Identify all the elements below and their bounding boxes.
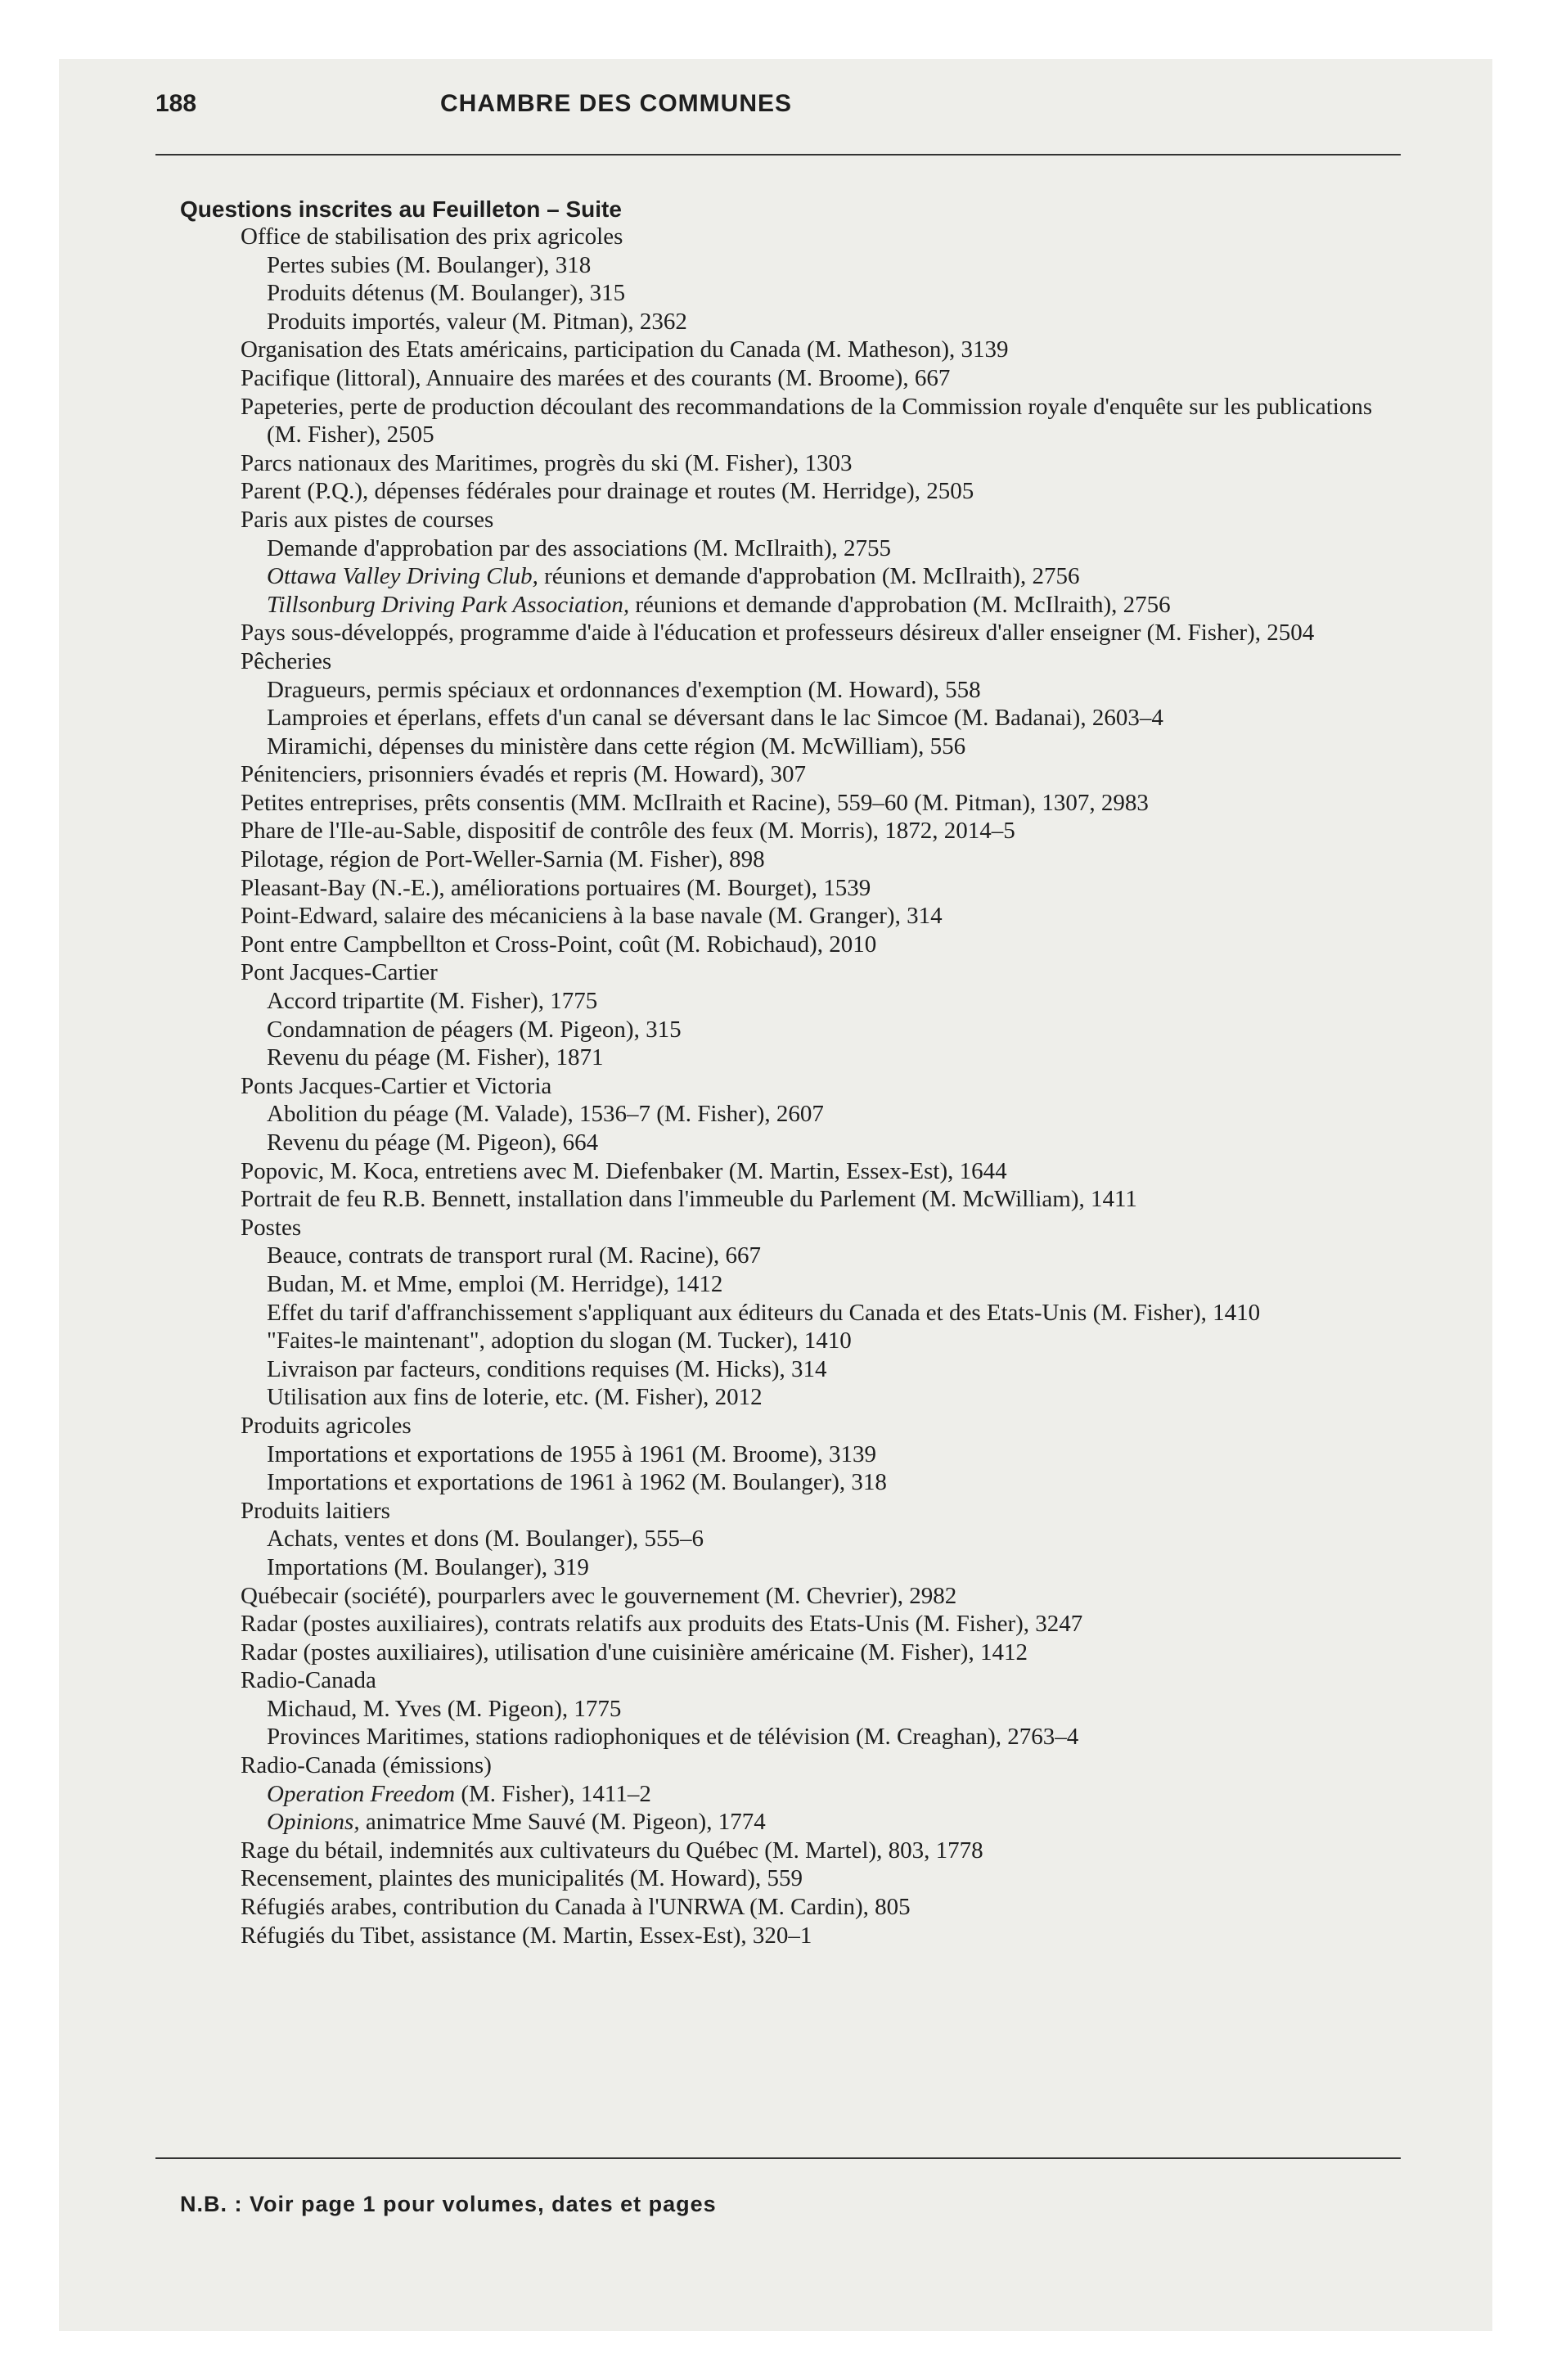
entry-text: Pêcheries xyxy=(241,647,332,674)
entry-text: Produits laitiers xyxy=(241,1497,390,1524)
entry-text: Pays sous-développés, programme d'aide à l'éducation et professeurs désireux d'aller enseigner (M. Fisher), 2504 xyxy=(241,620,1315,647)
index-subentry xyxy=(267,1044,1402,1072)
entry-text: Produits détenus (M. Boulanger), 315 xyxy=(267,280,626,307)
entry-text: Michaud, M. Yves (M. Pigeon), 1775 xyxy=(267,1695,622,1722)
index-subentry xyxy=(267,1327,1402,1355)
entry-text: Phare de l'Ile-au-Sable, dispositif de contrôle des feux (M. Morris), 1872, 2014–5 xyxy=(241,818,1015,845)
index-entry xyxy=(241,393,1402,449)
index-subentry xyxy=(267,1242,1402,1270)
entry-text: Québecair (société), pourparlers avec le gouvernement (M. Chevrier), 2982 xyxy=(241,1582,957,1609)
entry-text: Réfugiés du Tibet, assistance (M. Martin, Essex-Est), 320–1 xyxy=(241,1922,812,1949)
index-subentry xyxy=(267,704,1402,732)
entry-text: Radio-Canada (émissions) xyxy=(241,1752,492,1779)
running-title: CHAMBRE DES COMMUNES xyxy=(440,90,793,117)
entry-text: Radar (postes auxiliaires), contrats relatifs aux produits des Etats-Unis (M. Fisher), 3247 xyxy=(241,1611,1083,1638)
entry-text: Abolition du péage (M. Valade), 1536–7 (M. Fisher), 2607 xyxy=(267,1101,824,1128)
entry-text: Réfugiés arabes, contribution du Canada à l'UNRWA (M. Cardin), 805 xyxy=(241,1894,911,1921)
index-subentry xyxy=(267,1468,1402,1497)
index-entry xyxy=(241,789,1402,818)
index-entry xyxy=(241,477,1402,506)
index-entry xyxy=(241,845,1402,874)
entry-text: Budan, M. et Mme, emploi (M. Herridge), 1412 xyxy=(267,1270,723,1297)
entry-text: Pleasant-Bay (N.-E.), améliorations portuaires (M. Bourget), 1539 xyxy=(241,874,871,901)
index-entry xyxy=(241,364,1402,393)
entry-text: Beauce, contrats de transport rural (M. Racine), 667 xyxy=(267,1242,761,1269)
entry-text: Papeteries, perte de production découlant des recommandations de la Commission royale d'enquête sur les publications (M. Fisher), 2505 xyxy=(241,393,1373,449)
entry-italic-title: Operation Freedom xyxy=(267,1780,456,1807)
index-subentry xyxy=(267,308,1402,336)
entry-text: Organisation des Etats américains, participation du Canada (M. Matheson), 3139 xyxy=(241,336,1009,363)
entry-text: Radio-Canada xyxy=(241,1667,376,1694)
index-subentry xyxy=(267,987,1402,1016)
index-entry xyxy=(241,1214,1402,1242)
index-entry xyxy=(241,1751,1402,1780)
entry-text: Parcs nationaux des Maritimes, progrès du ski (M. Fisher), 1303 xyxy=(241,449,853,476)
entry-text: Radar (postes auxiliaires), utilisation d'une cuisinière américaine (M. Fisher), 1412 xyxy=(241,1639,1028,1666)
entry-italic-title: Ottawa Valley Driving Club, xyxy=(267,563,538,590)
index-subentry xyxy=(267,279,1402,308)
index-subentry xyxy=(267,1299,1402,1327)
entry-text: Importations et exportations de 1961 à 1962 (M. Boulanger), 318 xyxy=(267,1469,887,1496)
index-entry xyxy=(241,1072,1402,1101)
entry-text: Petites entreprises, prêts consentis (MM. McIlraith et Racine), 559–60 (M. Pitman), 1307, 2983 xyxy=(241,789,1149,816)
index-subentry xyxy=(267,534,1402,563)
entry-text: Parent (P.Q.), dépenses fédérales pour drainage et routes (M. Herridge), 2505 xyxy=(241,478,974,505)
index-entry xyxy=(241,1582,1402,1611)
index-entry xyxy=(241,958,1402,987)
index-entry xyxy=(241,1497,1402,1526)
index-entry xyxy=(241,336,1402,364)
entry-text: Pacifique (littoral), Annuaire des marées et des courants (M. Broome), 667 xyxy=(241,364,951,391)
entry-text: Condamnation de péagers (M. Pigeon), 315 xyxy=(267,1016,682,1043)
index-subentry xyxy=(267,1808,1402,1837)
index-entry xyxy=(241,1412,1402,1440)
entry-text: Accord tripartite (M. Fisher), 1775 xyxy=(267,988,598,1015)
index-entry xyxy=(241,1666,1402,1695)
entry-text: Miramichi, dépenses du ministère dans cette région (M. McWilliam), 556 xyxy=(267,732,966,760)
index-subentry xyxy=(267,251,1402,280)
entry-text: Pénitenciers, prisonniers évadés et repris (M. Howard), 307 xyxy=(241,761,806,788)
index-entry xyxy=(241,449,1402,478)
entry-text: Point-Edward, salaire des mécaniciens à la base navale (M. Granger), 314 xyxy=(241,903,943,930)
index-entries xyxy=(241,223,1402,1950)
index-entry xyxy=(241,874,1402,903)
entry-text: réunions et demande d'approbation (M. McIlraith), 2756 xyxy=(538,563,1080,590)
entry-text: Dragueurs, permis spéciaux et ordonnances d'exemption (M. Howard), 558 xyxy=(267,676,981,703)
entry-text: Achats, ventes et dons (M. Boulanger), 555–6 xyxy=(267,1526,704,1553)
entry-text: Ponts Jacques-Cartier et Victoria xyxy=(241,1072,552,1099)
entry-text: Utilisation aux fins de loterie, etc. (M. Fisher), 2012 xyxy=(267,1384,763,1411)
entry-text: Revenu du péage (M. Fisher), 1871 xyxy=(267,1044,604,1071)
index-subentry xyxy=(267,1100,1402,1129)
entry-text: Demande d'approbation par des associations (M. McIlraith), 2755 xyxy=(267,534,892,561)
index-entry xyxy=(241,1864,1402,1893)
index-subentry xyxy=(267,1440,1402,1469)
index-subentry xyxy=(267,732,1402,761)
index-entry xyxy=(241,1639,1402,1667)
index-entry xyxy=(241,223,1402,251)
entry-text: Rage du bétail, indemnités aux cultivateurs du Québec (M. Martel), 803, 1778 xyxy=(241,1837,983,1864)
index-subentry xyxy=(267,1355,1402,1384)
entry-text: (M. Fisher), 1411–2 xyxy=(455,1780,651,1807)
index-entry xyxy=(241,1893,1402,1922)
entry-text: Produits importés, valeur (M. Pitman), 2362 xyxy=(267,308,687,335)
page-header xyxy=(155,90,1399,123)
index-entry xyxy=(241,817,1402,845)
entry-text: animatrice Mme Sauvé (M. Pigeon), 1774 xyxy=(359,1809,766,1836)
entry-text: Pont entre Campbellton et Cross-Point, coût (M. Robichaud), 2010 xyxy=(241,931,877,958)
index-subentry xyxy=(267,1695,1402,1724)
index-subentry xyxy=(267,676,1402,705)
entry-text: Pertes subies (M. Boulanger), 318 xyxy=(267,251,592,278)
index-subentry xyxy=(267,1553,1402,1582)
footnote: N.B. : Voir page 1 pour volumes, dates et pages xyxy=(180,2192,717,2216)
entry-text: Pont Jacques-Cartier xyxy=(241,959,438,986)
entry-text: Effet du tarif d'affranchissement s'appliquant aux éditeurs du Canada et des Etats-Unis (M. Fisher), 1410 xyxy=(267,1299,1261,1326)
index-subentry xyxy=(267,591,1402,620)
entry-text: Provinces Maritimes, stations radiophoniques et de télévision (M. Creaghan), 2763–4 xyxy=(267,1724,1079,1751)
index-entry xyxy=(241,1610,1402,1639)
entry-text: Importations (M. Boulanger), 319 xyxy=(267,1553,589,1580)
entry-text: Portrait de feu R.B. Bennett, installation dans l'immeuble du Parlement (M. McWilliam), 1411 xyxy=(241,1186,1137,1213)
entry-text: Livraison par facteurs, conditions requises (M. Hicks), 314 xyxy=(267,1355,827,1382)
index-subentry xyxy=(267,562,1402,591)
entry-text: Postes xyxy=(241,1214,302,1241)
index-entry xyxy=(241,619,1402,647)
index-subentry xyxy=(267,1723,1402,1751)
entry-text: Office de stabilisation des prix agricoles xyxy=(241,223,623,250)
index-entry xyxy=(241,1157,1402,1186)
entry-text: Produits agricoles xyxy=(241,1412,412,1439)
index-entry xyxy=(241,1837,1402,1865)
index-entry xyxy=(241,902,1402,931)
header-rule xyxy=(155,154,1401,156)
section-title: Questions inscrites au Feuilleton – Suite xyxy=(180,196,622,222)
entry-text: Paris aux pistes de courses xyxy=(241,506,494,533)
index-subentry xyxy=(267,1383,1402,1412)
index-subentry xyxy=(267,1270,1402,1299)
entry-text: Pilotage, région de Port-Weller-Sarnia (M. Fisher), 898 xyxy=(241,846,765,873)
index-entry xyxy=(241,760,1402,789)
index-subentry xyxy=(267,1525,1402,1553)
entry-italic-title: Tillsonburg Driving Park Association, xyxy=(267,591,630,618)
page-number: 188 xyxy=(155,90,197,117)
index-entry xyxy=(241,1185,1402,1214)
entry-text: Importations et exportations de 1955 à 1961 (M. Broome), 3139 xyxy=(267,1440,877,1467)
entry-text: réunions et demande d'approbation (M. McIlraith), 2756 xyxy=(629,591,1171,618)
index-subentry xyxy=(267,1129,1402,1157)
entry-italic-title: Opinions, xyxy=(267,1809,360,1836)
entry-text: Revenu du péage (M. Pigeon), 664 xyxy=(267,1129,599,1156)
index-subentry xyxy=(267,1780,1402,1809)
entry-text: Lamproies et éperlans, effets d'un canal se déversant dans le lac Simcoe (M. Badanai), 2603–4 xyxy=(267,705,1163,732)
entry-text: "Faites-le maintenant", adoption du slogan (M. Tucker), 1410 xyxy=(267,1327,852,1355)
index-entry xyxy=(241,506,1402,534)
index-entry xyxy=(241,1922,1402,1950)
index-subentry xyxy=(267,1016,1402,1044)
index-entry xyxy=(241,647,1402,676)
entry-text: Popovic, M. Koca, entretiens avec M. Diefenbaker (M. Martin, Essex-Est), 1644 xyxy=(241,1157,1007,1184)
entry-text: Recensement, plaintes des municipalités (M. Howard), 559 xyxy=(241,1865,803,1892)
index-entry xyxy=(241,931,1402,959)
footer-rule xyxy=(155,2157,1401,2159)
